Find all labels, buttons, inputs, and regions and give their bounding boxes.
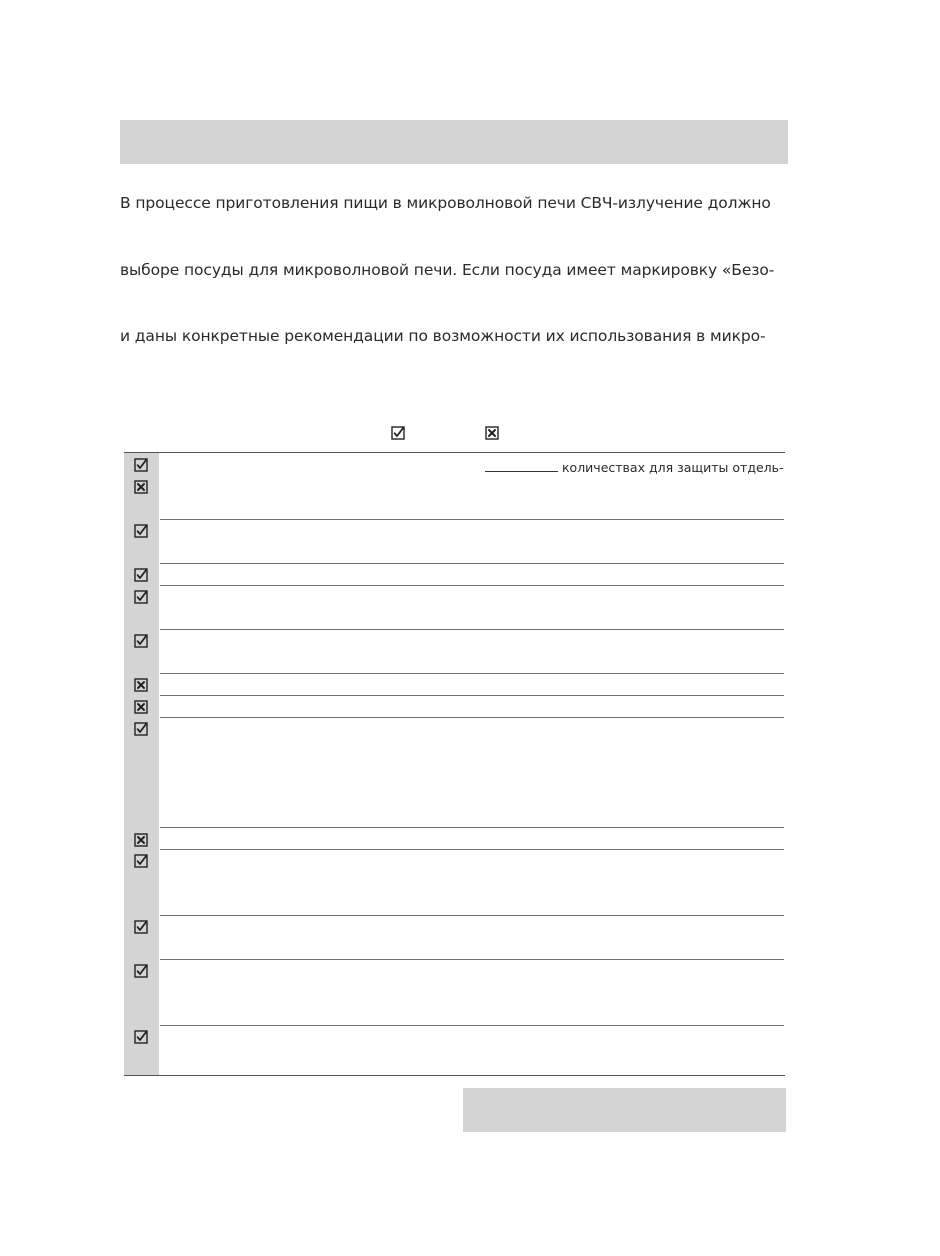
intro-line-2: выборе посуды для микроволновой печи. Если посуда имеет маркировку «Безо-	[120, 261, 775, 279]
legend-allowed-icon	[391, 426, 405, 440]
row-allowed-check-icon	[134, 854, 148, 868]
row-forbidden-cross-icon	[134, 833, 148, 847]
table-row-divider	[160, 629, 784, 630]
table-row-divider	[160, 915, 784, 916]
table-top-border	[124, 452, 785, 453]
table-row-divider	[160, 959, 784, 960]
footer-bar	[463, 1088, 786, 1132]
row-forbidden-cross-icon	[134, 480, 148, 494]
row-allowed-check-icon	[134, 458, 148, 472]
table-row-divider	[160, 673, 784, 674]
row-allowed-check-icon	[134, 920, 148, 934]
row-allowed-check-icon	[134, 722, 148, 736]
row-allowed-check-icon	[134, 524, 148, 538]
table-icon-column	[124, 453, 159, 1075]
row-allowed-check-icon	[134, 1030, 148, 1044]
table-row-divider	[160, 519, 784, 520]
table-row-divider	[160, 1025, 784, 1026]
table-row-divider	[160, 563, 784, 564]
table-bottom-border	[124, 1075, 785, 1076]
table-row-divider	[160, 585, 784, 586]
row-allowed-check-icon	[134, 590, 148, 604]
row-allowed-check-icon	[134, 634, 148, 648]
section-header-bar	[120, 120, 788, 164]
table-row-divider	[160, 695, 784, 696]
table-row-fragment-text: количествах для защиты отдель-	[562, 460, 784, 475]
row-forbidden-cross-icon	[134, 700, 148, 714]
intro-line-3: и даны конкретные рекомендации по возможности их использования в микро-	[120, 327, 766, 345]
row-allowed-check-icon	[134, 964, 148, 978]
table-row-divider	[160, 717, 784, 718]
blank-underline	[485, 471, 558, 472]
table-row-divider	[160, 849, 784, 850]
row-allowed-check-icon	[134, 568, 148, 582]
row-forbidden-cross-icon	[134, 678, 148, 692]
intro-line-1: В процессе приготовления пищи в микроволновой печи СВЧ-излучение должно	[120, 194, 771, 212]
legend-forbidden-icon	[485, 426, 499, 440]
table-row-divider	[160, 827, 784, 828]
